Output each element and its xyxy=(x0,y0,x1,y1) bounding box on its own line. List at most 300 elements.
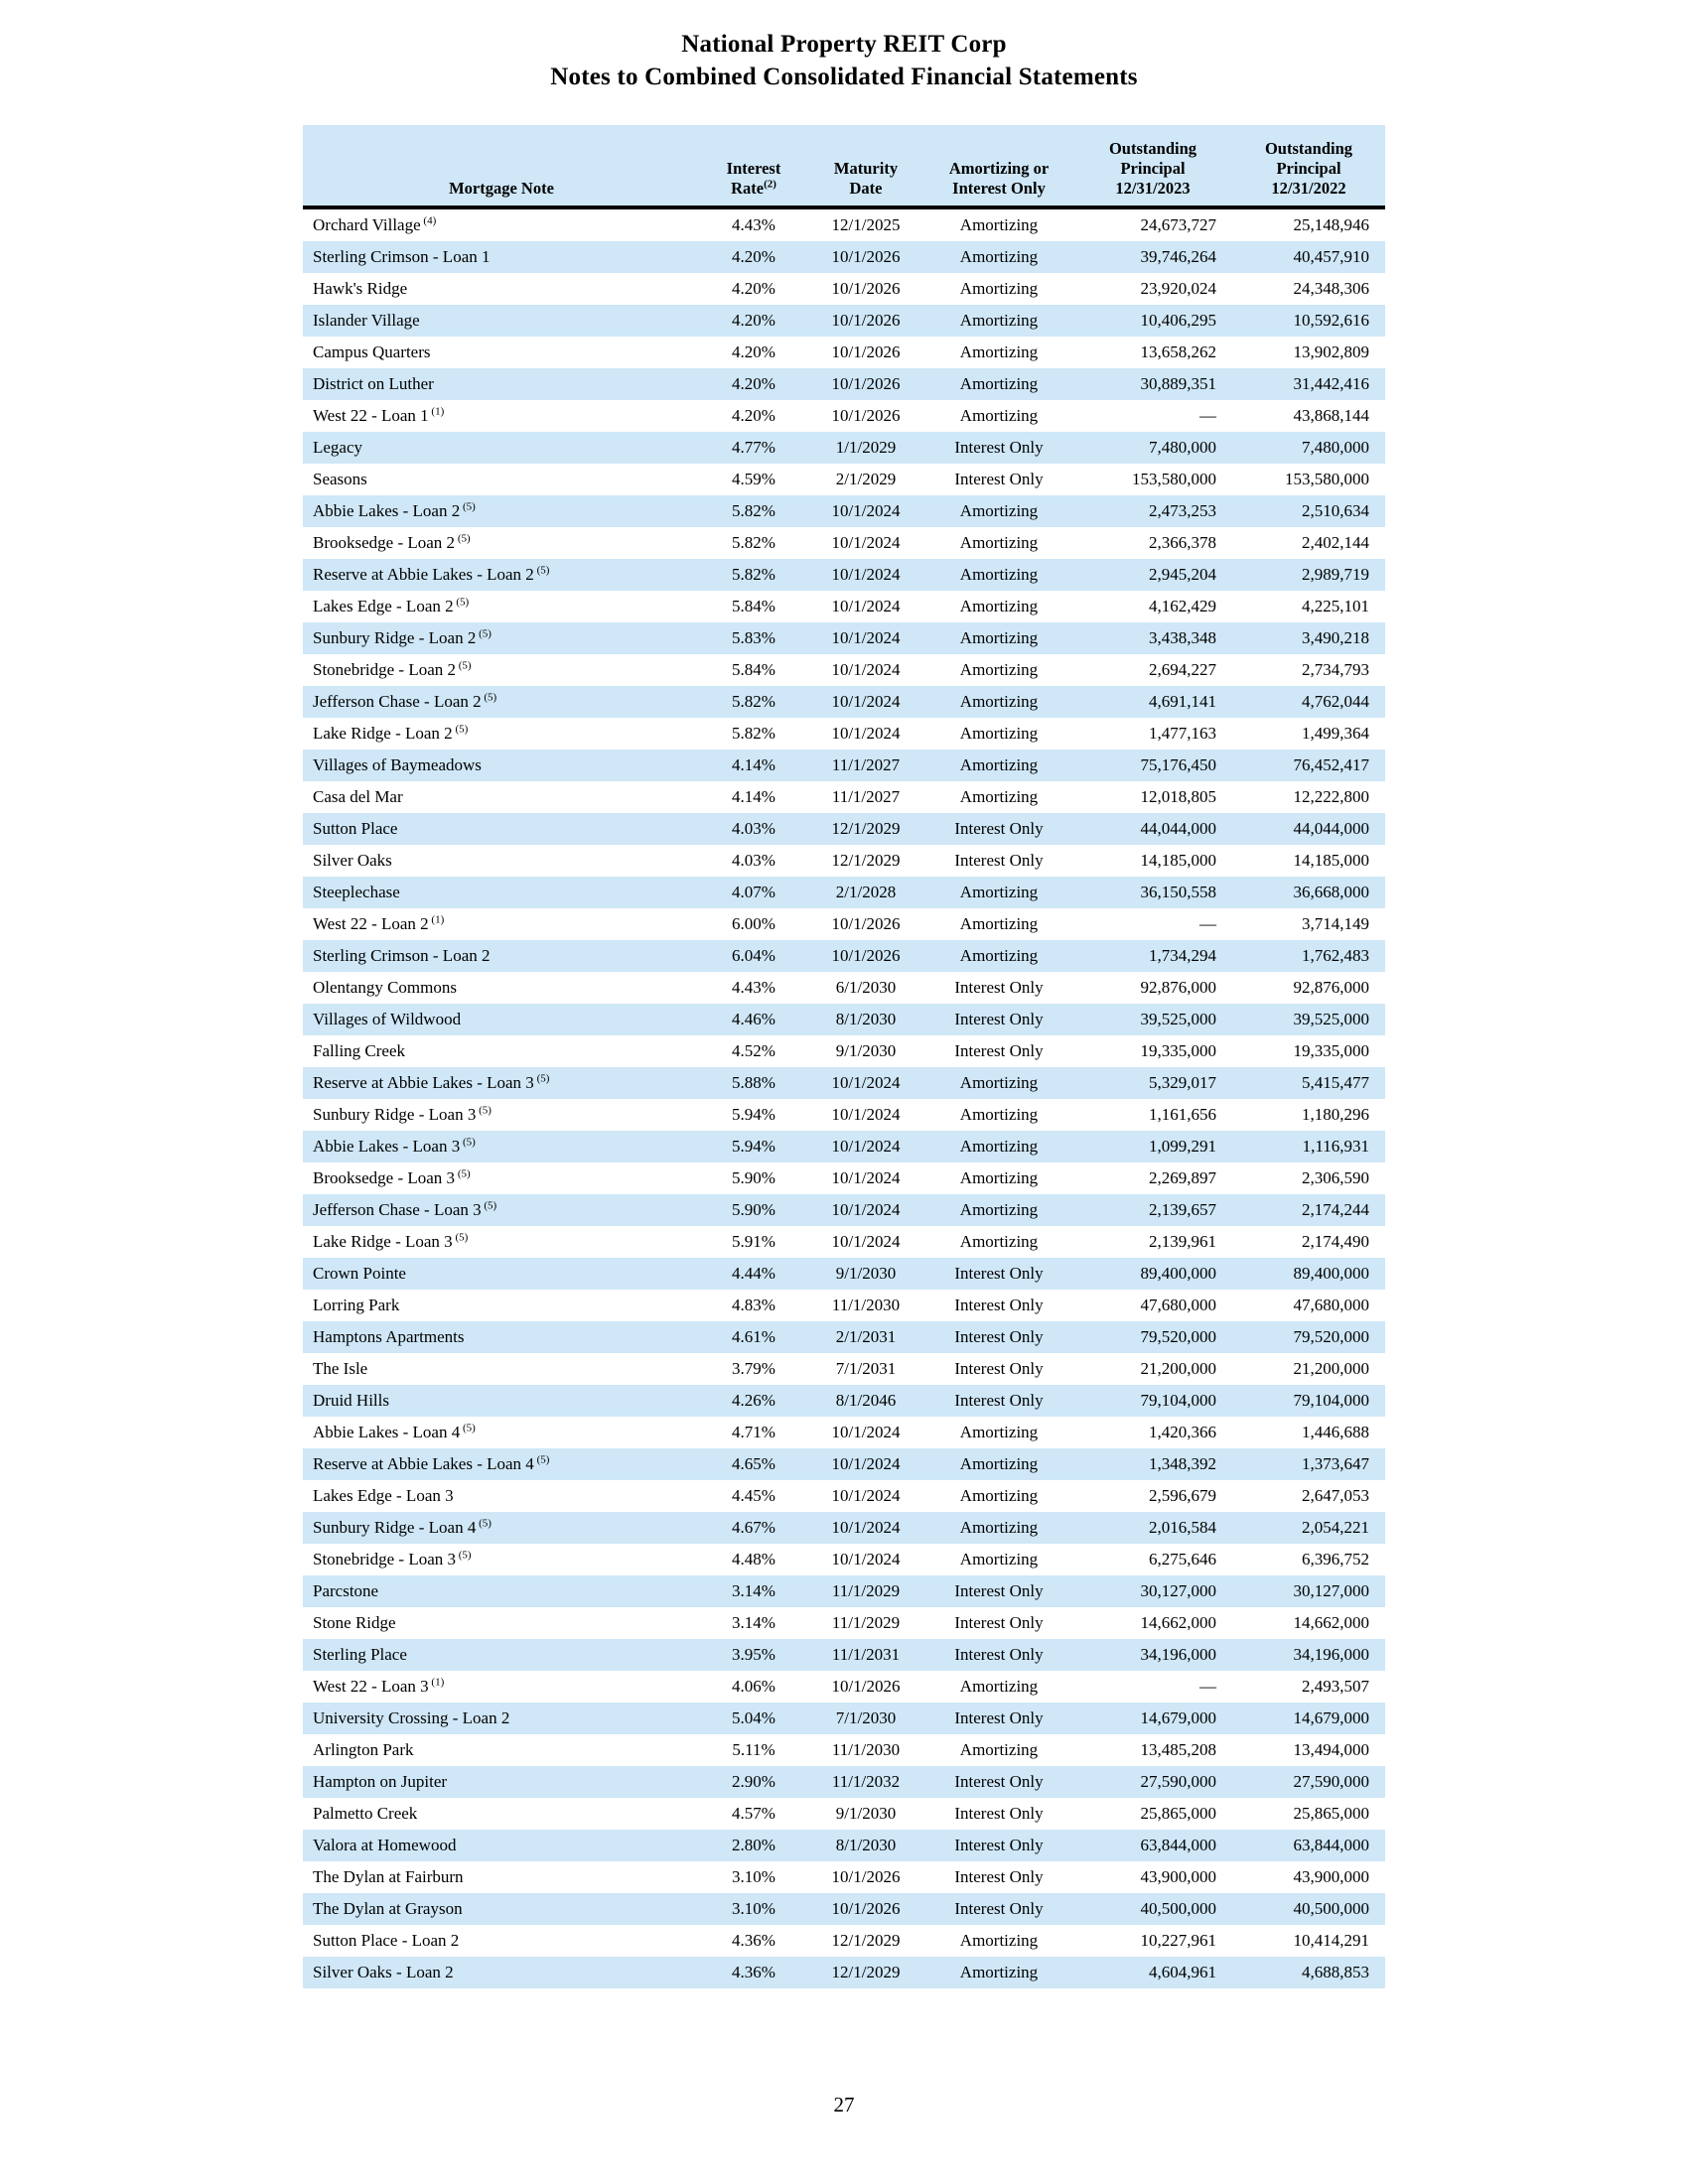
cell-amortizing-type: Amortizing xyxy=(959,1677,1039,1696)
cell-mortgage-note xyxy=(303,1385,700,1417)
mortgage-note-name: West 22 - Loan 3 xyxy=(313,1677,429,1696)
table-row xyxy=(303,1766,1385,1798)
mortgage-note-name: Sterling Crimson - Loan 2 xyxy=(313,946,491,965)
cell-amortizing-type: Amortizing xyxy=(924,622,1073,654)
cell-interest-rate: 5.82% xyxy=(700,686,807,718)
mortgage-note-name: Sunbury Ridge - Loan 3 xyxy=(313,1105,477,1124)
cell-mortgage-note xyxy=(303,1766,700,1798)
cell-principal-2023: 89,400,000 xyxy=(1073,1258,1232,1290)
mortgage-note-name: Parcstone xyxy=(313,1581,379,1600)
header-principal-2023-line3: 12/31/2023 xyxy=(1115,179,1191,198)
cell-amortizing-type: Interest Only xyxy=(924,1703,1073,1734)
mortgage-note-name: Lake Ridge - Loan 2 xyxy=(313,724,453,743)
mortgage-note-name: Valora at Homewood xyxy=(313,1836,457,1854)
table-row xyxy=(303,1385,1385,1417)
table-row xyxy=(303,1226,1385,1258)
cell-amortizing-type: Amortizing xyxy=(924,1067,1073,1099)
mortgage-note-name: Arlington Park xyxy=(313,1740,414,1759)
cell-interest-rate: 4.59% xyxy=(732,470,775,488)
cell-maturity-date: 10/1/2026 xyxy=(807,241,924,273)
table-row xyxy=(303,1798,1385,1830)
cell-mortgage-note xyxy=(303,432,700,464)
spacer-cell-maturity xyxy=(807,125,924,159)
cell-principal-2023: 36,150,558 xyxy=(1073,877,1232,908)
cell-principal-2022: 3,714,149 xyxy=(1302,914,1369,933)
cell-principal-2022: 4,762,044 xyxy=(1232,686,1385,718)
cell-principal-2023: 34,196,000 xyxy=(1073,1639,1232,1671)
cell-principal-2023: 4,162,429 xyxy=(1149,597,1216,615)
mortgage-note-footnote: (5) xyxy=(460,1422,476,1434)
cell-amortizing-type: Interest Only xyxy=(924,1004,1073,1035)
cell-maturity-date: 9/1/2030 xyxy=(835,1041,897,1060)
mortgage-note-table xyxy=(303,125,1385,1988)
cell-principal-2022: 14,662,000 xyxy=(1293,1613,1369,1632)
cell-principal-2023 xyxy=(1073,1671,1232,1703)
cell-interest-rate: 5.04% xyxy=(700,1703,807,1734)
mortgage-note-name: West 22 - Loan 2 xyxy=(313,914,429,933)
cell-maturity-date: 10/1/2024 xyxy=(831,533,901,552)
cell-maturity-date: 11/1/2032 xyxy=(807,1766,924,1798)
cell-amortizing-type: Amortizing xyxy=(959,342,1039,361)
cell-amortizing-type: Amortizing xyxy=(924,1512,1073,1544)
cell-maturity-date: 10/1/2024 xyxy=(807,1448,924,1480)
table-row xyxy=(303,1957,1385,1988)
cell-principal-2022: 14,185,000 xyxy=(1293,851,1369,870)
cell-interest-rate: 2.90% xyxy=(700,1766,807,1798)
cell-mortgage-note xyxy=(303,1544,700,1575)
header-amortizing-or-interest-only xyxy=(924,159,1073,205)
cell-maturity-date: 12/1/2025 xyxy=(831,215,901,234)
mortgage-note-name: Brooksedge - Loan 3 xyxy=(313,1168,456,1187)
cell-interest-rate: 3.10% xyxy=(700,1893,807,1925)
cell-principal-2022: 1,499,364 xyxy=(1302,724,1369,743)
cell-interest-rate: 5.94% xyxy=(732,1105,775,1124)
cell-principal-2022: 36,668,000 xyxy=(1232,877,1385,908)
table-row xyxy=(303,241,1385,273)
cell-maturity-date: 10/1/2026 xyxy=(807,368,924,400)
cell-amortizing-type: Interest Only xyxy=(924,813,1073,845)
table-row xyxy=(303,1067,1385,1099)
mortgage-note-name: Sutton Place - Loan 2 xyxy=(313,1931,460,1950)
cell-amortizing-type: Amortizing xyxy=(924,559,1073,591)
cell-maturity-date: 10/1/2024 xyxy=(807,622,924,654)
header-labels-row xyxy=(303,159,1385,205)
cell-amortizing-type: Amortizing xyxy=(924,368,1073,400)
mortgage-note-footnote: (5) xyxy=(481,1199,497,1212)
cell-interest-rate: 5.88% xyxy=(700,1067,807,1099)
cell-maturity-date: 11/1/2029 xyxy=(807,1575,924,1607)
cell-amortizing-type: Amortizing xyxy=(924,241,1073,273)
cell-amortizing-type: Amortizing xyxy=(959,724,1039,743)
cell-principal-2023: 5,329,017 xyxy=(1073,1067,1232,1099)
table-header xyxy=(303,125,1385,209)
cell-mortgage-note xyxy=(303,1258,700,1290)
cell-maturity-date: 10/1/2026 xyxy=(831,1677,901,1696)
mortgage-note-name: District on Luther xyxy=(313,374,434,393)
table-row xyxy=(303,1512,1385,1544)
cell-interest-rate: 4.43% xyxy=(732,978,775,997)
mortgage-note-footnote: (5) xyxy=(452,1231,469,1244)
cell-interest-rate: 4.48% xyxy=(732,1550,775,1569)
cell-interest-rate: 3.10% xyxy=(732,1867,775,1886)
mortgage-note-name: Abbie Lakes - Loan 3 xyxy=(313,1137,461,1156)
table-row xyxy=(303,1321,1385,1353)
cell-principal-2022: 2,174,244 xyxy=(1232,1194,1385,1226)
cell-principal-2023: 63,844,000 xyxy=(1073,1830,1232,1861)
mortgage-note-name: Legacy xyxy=(313,438,363,457)
cell-principal-2023: 2,473,253 xyxy=(1073,495,1232,527)
cell-interest-rate: 3.79% xyxy=(732,1359,775,1378)
cell-principal-2023: 25,865,000 xyxy=(1140,1804,1216,1823)
cell-principal-2022: 2,734,793 xyxy=(1302,660,1369,679)
header-principal-2022 xyxy=(1232,159,1385,205)
header-principal-2022-line3: 12/31/2022 xyxy=(1271,179,1346,198)
mortgage-note-footnote: (5) xyxy=(533,564,550,577)
header-principal-2023 xyxy=(1073,159,1232,205)
cell-principal-2023: 40,500,000 xyxy=(1073,1893,1232,1925)
cell-mortgage-note xyxy=(303,1861,700,1893)
table-row xyxy=(303,432,1385,464)
mortgage-note-footnote: (5) xyxy=(452,723,469,736)
mortgage-note-name: Stone Ridge xyxy=(313,1613,396,1632)
mortgage-note-name: The Dylan at Fairburn xyxy=(313,1867,464,1886)
mortgage-note-name: Hawk's Ridge xyxy=(313,279,408,298)
cell-mortgage-note xyxy=(303,972,700,1004)
mortgage-note-name: Lake Ridge - Loan 3 xyxy=(313,1232,453,1251)
cell-principal-2022: 24,348,306 xyxy=(1293,279,1369,298)
spacer-cell-amort xyxy=(924,125,1073,159)
cell-principal-2023: 2,945,204 xyxy=(1073,559,1232,591)
cell-principal-2023: 12,018,805 xyxy=(1140,787,1216,806)
cell-principal-2022: 10,592,616 xyxy=(1232,305,1385,337)
page-number: 27 xyxy=(833,2093,855,2116)
cell-principal-2023: 79,104,000 xyxy=(1073,1385,1232,1417)
cell-principal-2023: 14,679,000 xyxy=(1073,1703,1232,1734)
table-body xyxy=(303,209,1385,1988)
cell-amortizing-type: Amortizing xyxy=(959,1232,1039,1251)
cell-amortizing-type: Interest Only xyxy=(924,1321,1073,1353)
cell-principal-2023: 27,590,000 xyxy=(1073,1766,1232,1798)
cell-maturity-date: 11/1/2030 xyxy=(831,1296,901,1314)
cell-amortizing-type: Amortizing xyxy=(959,1105,1039,1124)
table-row xyxy=(303,1417,1385,1448)
table-row xyxy=(303,718,1385,750)
cell-principal-2023: 44,044,000 xyxy=(1073,813,1232,845)
cell-mortgage-note xyxy=(303,591,700,622)
cell-interest-rate: 4.20% xyxy=(700,305,807,337)
cell-principal-2023: 24,673,727 xyxy=(1140,215,1216,234)
header-amort-line1: Amortizing or xyxy=(948,159,1050,178)
cell-interest-rate: 3.95% xyxy=(700,1639,807,1671)
cell-principal-2023: 6,275,646 xyxy=(1149,1550,1216,1569)
cell-mortgage-note xyxy=(303,1925,700,1957)
header-maturity-line1: Maturity xyxy=(833,159,899,178)
table-row xyxy=(303,845,1385,877)
cell-amortizing-type: Amortizing xyxy=(959,1423,1039,1441)
cell-principal-2022: 89,400,000 xyxy=(1232,1258,1385,1290)
mortgage-note-footnote: (5) xyxy=(456,659,472,672)
cell-principal-2022: 21,200,000 xyxy=(1293,1359,1369,1378)
mortgage-note-name: University Crossing - Loan 2 xyxy=(313,1708,510,1727)
cell-maturity-date: 10/1/2024 xyxy=(807,1131,924,1162)
table-row xyxy=(303,1258,1385,1290)
cell-mortgage-note xyxy=(303,1226,700,1258)
cell-maturity-date: 7/1/2031 xyxy=(835,1359,897,1378)
cell-mortgage-note xyxy=(303,1131,700,1162)
cell-amortizing-type: Interest Only xyxy=(924,1385,1073,1417)
cell-mortgage-note xyxy=(303,1194,700,1226)
mortgage-note-name: Sterling Crimson - Loan 1 xyxy=(313,247,491,266)
mortgage-note-footnote: (4) xyxy=(420,214,437,227)
cell-interest-rate: 4.03% xyxy=(732,851,775,870)
table-row xyxy=(303,1734,1385,1766)
mortgage-note-name: Silver Oaks - Loan 2 xyxy=(313,1963,454,1981)
cell-interest-rate: 4.45% xyxy=(732,1486,775,1505)
mortgage-note-name: Reserve at Abbie Lakes - Loan 2 xyxy=(313,565,534,584)
cell-mortgage-note xyxy=(303,1162,700,1194)
cell-principal-2023: 7,480,000 xyxy=(1073,432,1232,464)
cell-interest-rate: 4.20% xyxy=(700,241,807,273)
cell-principal-2022: 39,525,000 xyxy=(1232,1004,1385,1035)
cell-mortgage-note xyxy=(303,908,700,940)
cell-principal-2023: 10,227,961 xyxy=(1140,1931,1216,1950)
cell-mortgage-note xyxy=(303,209,700,241)
cell-principal-2022: 2,174,490 xyxy=(1302,1232,1369,1251)
spacer-cell-rate xyxy=(700,125,807,159)
cell-amortizing-type: Amortizing xyxy=(924,1957,1073,1988)
cell-interest-rate: 4.26% xyxy=(700,1385,807,1417)
cell-principal-2023 xyxy=(1073,400,1232,432)
table-row xyxy=(303,972,1385,1004)
cell-principal-2022: 2,306,590 xyxy=(1302,1168,1369,1187)
mortgage-note-footnote: (5) xyxy=(533,1453,550,1466)
table-row xyxy=(303,686,1385,718)
cell-principal-2022: 19,335,000 xyxy=(1293,1041,1369,1060)
cell-principal-2023: 3,438,348 xyxy=(1073,622,1232,654)
cell-amortizing-type: Interest Only xyxy=(954,1296,1044,1314)
cell-principal-2022: 2,989,719 xyxy=(1232,559,1385,591)
cell-amortizing-type: Interest Only xyxy=(924,1830,1073,1861)
cell-amortizing-type: Amortizing xyxy=(959,1931,1039,1950)
cell-interest-rate: 6.00% xyxy=(732,914,775,933)
cell-mortgage-note xyxy=(303,527,700,559)
cell-maturity-date: 10/1/2024 xyxy=(807,559,924,591)
cell-interest-rate: 3.14% xyxy=(732,1613,775,1632)
cell-principal-2022: 43,868,144 xyxy=(1293,406,1369,425)
mortgage-note-footnote: (5) xyxy=(476,1104,492,1117)
cell-principal-2023: 14,185,000 xyxy=(1140,851,1216,870)
cell-interest-rate: 4.36% xyxy=(732,1931,775,1950)
mortgage-note-name: Abbie Lakes - Loan 4 xyxy=(313,1423,461,1441)
cell-principal-2022: 12,222,800 xyxy=(1293,787,1369,806)
table-row xyxy=(303,1703,1385,1734)
table-row xyxy=(303,877,1385,908)
header-mortgage-note xyxy=(303,159,700,205)
cell-maturity-date: 10/1/2024 xyxy=(831,1232,901,1251)
cell-amortizing-type: Amortizing xyxy=(924,1131,1073,1162)
mortgage-note-name: Villages of Wildwood xyxy=(313,1010,462,1028)
mortgage-note-name: Islander Village xyxy=(313,311,420,330)
mortgage-note-name: Seasons xyxy=(313,470,367,488)
table-row xyxy=(303,1035,1385,1067)
cell-maturity-date: 10/1/2026 xyxy=(831,914,901,933)
mortgage-note-footnote: (1) xyxy=(428,913,445,926)
cell-maturity-date: 10/1/2026 xyxy=(831,279,901,298)
cell-amortizing-type: Amortizing xyxy=(924,1448,1073,1480)
zero-dash: — xyxy=(1199,1677,1216,1696)
cell-principal-2023: 39,746,264 xyxy=(1073,241,1232,273)
cell-interest-rate: 5.84% xyxy=(732,597,775,615)
header-interest-rate-line2 xyxy=(710,179,797,199)
mortgage-note-footnote: (5) xyxy=(456,1549,472,1562)
cell-interest-rate: 4.83% xyxy=(732,1296,775,1314)
cell-principal-2023: 92,876,000 xyxy=(1140,978,1216,997)
mortgage-note-name: Hamptons Apartments xyxy=(313,1327,465,1346)
cell-interest-rate: 5.83% xyxy=(700,622,807,654)
cell-interest-rate: 4.14% xyxy=(732,787,775,806)
cell-amortizing-type: Interest Only xyxy=(954,1041,1044,1060)
cell-interest-rate: 5.82% xyxy=(700,495,807,527)
cell-principal-2023: 153,580,000 xyxy=(1132,470,1216,488)
mortgage-table-container xyxy=(303,125,1385,1988)
mortgage-note-footnote: (5) xyxy=(455,532,471,545)
cell-maturity-date: 11/1/2029 xyxy=(831,1613,901,1632)
cell-principal-2022: 30,127,000 xyxy=(1232,1575,1385,1607)
cell-amortizing-type: Amortizing xyxy=(959,660,1039,679)
cell-amortizing-type: Amortizing xyxy=(959,406,1039,425)
cell-amortizing-type: Amortizing xyxy=(924,495,1073,527)
cell-interest-rate: 4.36% xyxy=(700,1957,807,1988)
cell-principal-2022: 79,104,000 xyxy=(1232,1385,1385,1417)
cell-amortizing-type: Amortizing xyxy=(959,1168,1039,1187)
cell-amortizing-type: Interest Only xyxy=(924,1258,1073,1290)
header-interest-rate xyxy=(700,159,807,205)
cell-interest-rate: 4.07% xyxy=(700,877,807,908)
mortgage-note-name: Silver Oaks xyxy=(313,851,392,870)
mortgage-note-name: Jefferson Chase - Loan 3 xyxy=(313,1200,482,1219)
cell-principal-2022: 10,414,291 xyxy=(1293,1931,1369,1950)
mortgage-note-name: Lakes Edge - Loan 2 xyxy=(313,597,454,615)
table-row xyxy=(303,1671,1385,1703)
header-principal-2022-line2: Principal xyxy=(1276,159,1341,178)
cell-principal-2022: 14,679,000 xyxy=(1232,1703,1385,1734)
cell-interest-rate: 4.14% xyxy=(700,750,807,781)
cell-amortizing-type: Amortizing xyxy=(924,686,1073,718)
mortgage-note-name: Olentangy Commons xyxy=(313,978,457,997)
spacer-cell-note xyxy=(303,125,700,159)
cell-principal-2022: 7,480,000 xyxy=(1232,432,1385,464)
cell-maturity-date: 11/1/2030 xyxy=(831,1740,901,1759)
cell-amortizing-type: Amortizing xyxy=(924,305,1073,337)
cell-amortizing-type: Interest Only xyxy=(954,851,1044,870)
header-principal-2023-line2: Principal xyxy=(1120,159,1186,178)
cell-maturity-date: 10/1/2024 xyxy=(807,1194,924,1226)
cell-principal-2023: 2,366,378 xyxy=(1149,533,1216,552)
cell-principal-2022: 13,494,000 xyxy=(1293,1740,1369,1759)
cell-maturity-date: 11/1/2027 xyxy=(807,750,924,781)
mortgage-note-footnote: (5) xyxy=(533,1072,550,1085)
table-row xyxy=(303,495,1385,527)
table-row xyxy=(303,591,1385,622)
cell-maturity-date: 10/1/2024 xyxy=(807,1067,924,1099)
cell-interest-rate: 5.84% xyxy=(732,660,775,679)
cell-amortizing-type: Amortizing xyxy=(924,940,1073,972)
cell-mortgage-note xyxy=(303,1512,700,1544)
cell-maturity-date: 10/1/2024 xyxy=(831,1550,901,1569)
cell-maturity-date: 7/1/2030 xyxy=(807,1703,924,1734)
mortgage-note-name: Falling Creek xyxy=(313,1041,406,1060)
cell-principal-2022: 153,580,000 xyxy=(1285,470,1369,488)
cell-amortizing-type: Amortizing xyxy=(959,279,1039,298)
cell-principal-2023: 2,596,679 xyxy=(1149,1486,1216,1505)
cell-amortizing-type: Amortizing xyxy=(959,215,1039,234)
cell-mortgage-note xyxy=(303,622,700,654)
header-spacer-row xyxy=(303,125,1385,159)
mortgage-note-name: Casa del Mar xyxy=(313,787,403,806)
cell-maturity-date: 10/1/2026 xyxy=(807,940,924,972)
cell-interest-rate: 4.44% xyxy=(700,1258,807,1290)
cell-interest-rate: 4.61% xyxy=(700,1321,807,1353)
cell-amortizing-type: Interest Only xyxy=(924,432,1073,464)
mortgage-note-name: Sutton Place xyxy=(313,819,398,838)
table-row xyxy=(303,1830,1385,1861)
cell-mortgage-note xyxy=(303,305,700,337)
cell-mortgage-note xyxy=(303,845,700,877)
cell-interest-rate: 4.71% xyxy=(732,1423,775,1441)
mortgage-note-name: Palmetto Creek xyxy=(313,1804,418,1823)
cell-maturity-date: 12/1/2029 xyxy=(831,851,901,870)
cell-mortgage-note xyxy=(303,1671,700,1703)
cell-mortgage-note xyxy=(303,241,700,273)
cell-amortizing-type: Interest Only xyxy=(954,470,1044,488)
cell-amortizing-type: Amortizing xyxy=(924,1194,1073,1226)
cell-principal-2023: 1,348,392 xyxy=(1073,1448,1232,1480)
table-row xyxy=(303,209,1385,241)
cell-maturity-date: 10/1/2026 xyxy=(831,342,901,361)
cell-mortgage-note xyxy=(303,1893,700,1925)
cell-maturity-date: 10/1/2024 xyxy=(807,495,924,527)
cell-maturity-date: 10/1/2024 xyxy=(807,686,924,718)
header-maturity-date xyxy=(807,159,924,205)
statement-subtitle: Notes to Combined Consolidated Financial Statements xyxy=(550,64,1138,90)
cell-interest-rate: 3.14% xyxy=(700,1575,807,1607)
table-row xyxy=(303,1448,1385,1480)
cell-interest-rate: 4.20% xyxy=(732,342,775,361)
cell-principal-2022: 76,452,417 xyxy=(1232,750,1385,781)
cell-mortgage-note xyxy=(303,400,700,432)
mortgage-note-footnote: (5) xyxy=(460,1136,476,1149)
mortgage-note-name: Sterling Place xyxy=(313,1645,407,1664)
cell-interest-rate: 5.82% xyxy=(700,559,807,591)
table-row xyxy=(303,273,1385,305)
cell-principal-2023: 2,016,584 xyxy=(1073,1512,1232,1544)
cell-mortgage-note xyxy=(303,781,700,813)
cell-maturity-date: 11/1/2031 xyxy=(807,1639,924,1671)
table-row xyxy=(303,622,1385,654)
cell-principal-2022: 2,647,053 xyxy=(1302,1486,1369,1505)
cell-principal-2022: 6,396,752 xyxy=(1302,1550,1369,1569)
mortgage-note-name: Druid Hills xyxy=(313,1391,389,1410)
mortgage-note-name: Stonebridge - Loan 3 xyxy=(313,1550,456,1569)
cell-maturity-date: 8/1/2030 xyxy=(807,1004,924,1035)
cell-amortizing-type: Amortizing xyxy=(924,877,1073,908)
cell-interest-rate: 4.20% xyxy=(700,368,807,400)
cell-mortgage-note xyxy=(303,1639,700,1671)
cell-amortizing-type: Amortizing xyxy=(959,597,1039,615)
cell-principal-2023: 30,127,000 xyxy=(1073,1575,1232,1607)
cell-amortizing-type: Interest Only xyxy=(924,1893,1073,1925)
mortgage-note-name: Steeplechase xyxy=(313,883,400,901)
